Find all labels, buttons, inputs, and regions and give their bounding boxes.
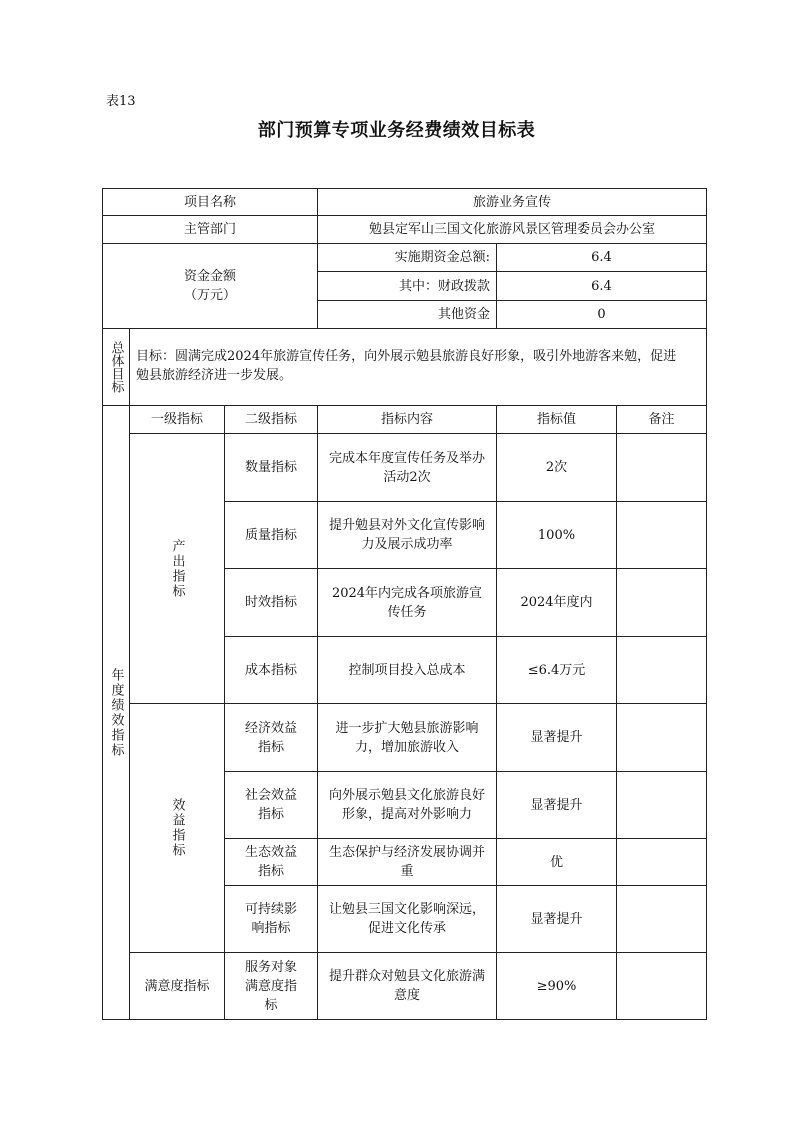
indicator-remark: [616, 838, 707, 886]
project-name-label: 项目名称: [102, 188, 318, 216]
indicator-value: ≥90%: [496, 952, 617, 1020]
indicator-remark: [616, 771, 707, 839]
funds-total-label: 实施期资金总额:: [317, 243, 497, 272]
goal-label: 总体目标: [102, 328, 130, 406]
indicator-content: 完成本年度宣传任务及举办活动2次: [317, 433, 497, 502]
indicator-remark: [616, 952, 707, 1020]
project-name-value: 旅游业务宣传: [317, 188, 707, 216]
indicator-level2: 服务对象满意度指标: [224, 952, 318, 1020]
indicator-value: 2024年度内: [496, 568, 617, 637]
indicator-remark: [616, 636, 707, 704]
header-value: 指标值: [496, 405, 617, 434]
indicator-level2: 生态效益指标: [224, 838, 318, 886]
indicator-remark: [616, 568, 707, 637]
annual-indicators-label: 年度绩效指标: [102, 405, 130, 1020]
indicator-level2: 质量指标: [224, 501, 318, 569]
indicator-content: 向外展示勉县文化旅游良好形象，提高对外影响力: [317, 771, 497, 839]
benefit-indicators-label: 效益指标: [129, 703, 225, 953]
funds-other-value: 0: [496, 300, 707, 329]
indicator-content: 2024年内完成各项旅游宣传任务: [317, 568, 497, 637]
indicator-remark: [616, 501, 707, 569]
indicator-content: 让勉县三国文化影响深远，促进文化传承: [317, 885, 497, 953]
funds-fiscal-value: 6.4: [496, 271, 707, 301]
indicator-value: 2次: [496, 433, 617, 502]
header-level2: 二级指标: [224, 405, 318, 434]
indicator-value: ≤6.4万元: [496, 636, 617, 704]
indicator-content: 进一步扩大勉县旅游影响力，增加旅游收入: [317, 703, 497, 772]
output-indicators-label: 产出指标: [129, 433, 225, 704]
table-number: 表13: [106, 94, 136, 109]
funds-other-label: 其他资金: [317, 300, 497, 329]
satisfaction-indicators-label: 满意度指标: [129, 952, 225, 1020]
indicator-value: 显著提升: [496, 771, 617, 839]
indicator-level2: 可持续影响指标: [224, 885, 318, 953]
indicator-level2: 经济效益指标: [224, 703, 318, 772]
goal-text: 目标：圆满完成2024年旅游宣传任务，向外展示勉县旅游良好形象，吸引外地游客来勉，促进勉县旅游经济进一步发展。: [129, 328, 707, 406]
indicator-value: 显著提升: [496, 703, 617, 772]
indicator-value: 优: [496, 838, 617, 886]
indicator-content: 提升勉县对外文化宣传影响力及展示成功率: [317, 501, 497, 569]
indicator-level2: 成本指标: [224, 636, 318, 704]
indicator-level2: 社会效益指标: [224, 771, 318, 839]
indicator-content: 提升群众对勉县文化旅游满意度: [317, 952, 497, 1020]
indicator-remark: [616, 885, 707, 953]
indicator-content: 生态保护与经济发展协调并重: [317, 838, 497, 886]
funds-total-value: 6.4: [496, 243, 707, 272]
indicator-level2: 时效指标: [224, 568, 318, 637]
funds-label: 资金金额 （万元）: [102, 243, 318, 329]
funds-fiscal-label: 其中：财政拨款: [317, 271, 497, 301]
header-remark: 备注: [616, 405, 707, 434]
header-level1: 一级指标: [129, 405, 225, 434]
indicator-level2: 数量指标: [224, 433, 318, 502]
indicator-content: 控制项目投入总成本: [317, 636, 497, 704]
indicator-remark: [616, 703, 707, 772]
department-value: 勉县定军山三国文化旅游风景区管理委员会办公室: [317, 215, 707, 244]
indicator-value: 100%: [496, 501, 617, 569]
indicator-remark: [616, 433, 707, 502]
indicator-value: 显著提升: [496, 885, 617, 953]
department-label: 主管部门: [102, 215, 318, 244]
document-title: 部门预算专项业务经费绩效目标表: [257, 120, 536, 141]
header-content: 指标内容: [317, 405, 497, 434]
